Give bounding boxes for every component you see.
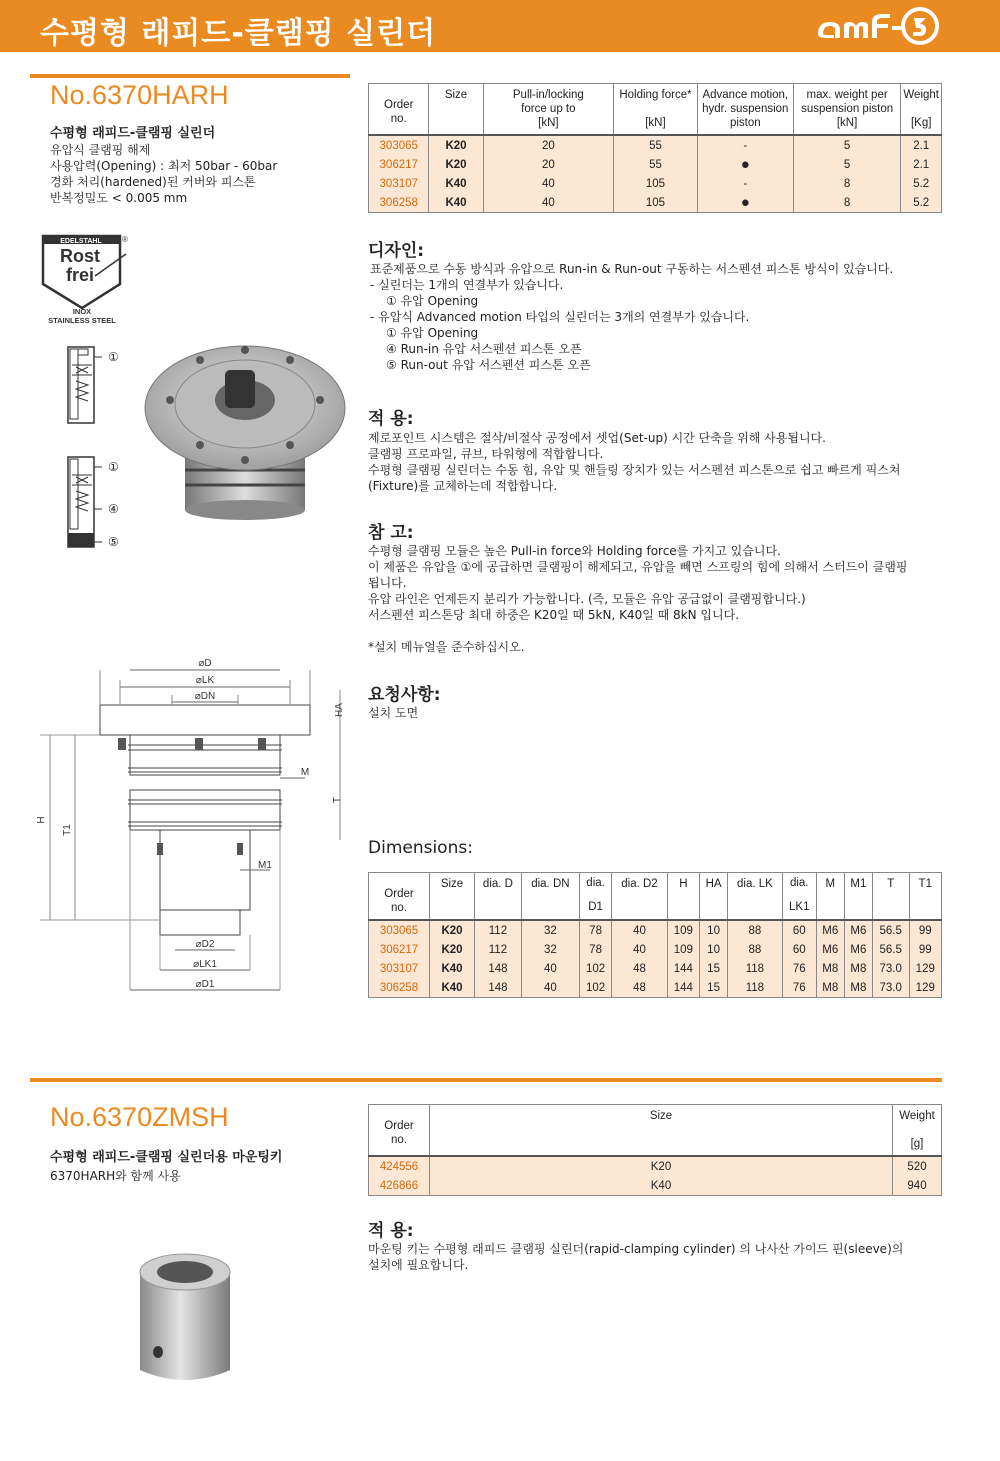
- hydraulic-schematic-triple: [66, 455, 126, 550]
- col-header: Weight [g]: [893, 1105, 942, 1157]
- table-row: 303107 K40 148 40 102 48 144 15 118 76 M8 M8 73.0 129: [369, 959, 942, 978]
- col-header: HA: [700, 873, 728, 921]
- feature-item: 유압식 클램핑 해제: [50, 143, 151, 157]
- svg-text:④: ④: [108, 502, 119, 516]
- col-header: Holding force* [kN]: [614, 84, 698, 136]
- col-header: Order no.: [369, 1105, 430, 1157]
- section-rule: [30, 1078, 942, 1082]
- svg-text:Rost: Rost: [60, 246, 100, 266]
- advance-motion-dot: ●: [697, 193, 793, 213]
- hydraulic-schematic-single: [66, 345, 126, 425]
- col-header: dia. DN: [521, 873, 579, 921]
- order-table: [368, 83, 942, 213]
- svg-text:①: ①: [108, 350, 119, 364]
- col-header: Order no.: [369, 84, 429, 136]
- col-header: M1: [844, 873, 872, 921]
- design-text: 표준제품으로 수동 방식과 유압으로 Run-in & Run-out 구동하는 서스펜션 피스톤 방식이 있습니다. - 실린더는 1개의 연결부가 있습니다. ① 유압 Opening - 유압식 Advanced motion 타입의 실린더는 3개의 연결부가 있습니다. ① 유압 Opening ④ Run-in 유압 서스펜션 피스톤 오픈 ⑤ Run-out 유압 서스펜션 피스톤 오픈: [370, 262, 894, 372]
- col-header: T: [872, 873, 909, 921]
- table-row: 424556 K20 520: [369, 1156, 942, 1176]
- table-row: 306217 K20 20 55 ● 5 2.1: [369, 155, 942, 174]
- page-title: 수평형 래피드-클램핑 실린더: [40, 16, 437, 51]
- svg-text:⌀D: ⌀D: [198, 658, 212, 669]
- rostfrei-logo: [40, 232, 130, 326]
- svg-text:T1: T1: [62, 824, 73, 836]
- col-header: H: [667, 873, 699, 921]
- col-header: Advance motion, hydr. suspension piston: [697, 84, 793, 136]
- svg-text:⌀LK1: ⌀LK1: [193, 959, 217, 970]
- col-header: Size: [430, 1105, 893, 1157]
- table-row: 306217 K20 112 32 78 40 109 10 88 60 M6 M6 56.5 99: [369, 940, 942, 959]
- svg-text:⌀DN: ⌀DN: [194, 691, 216, 702]
- application-heading: 적 용:: [368, 409, 414, 429]
- table-row: 303065 K20 20 55 - 5 2.1: [369, 135, 942, 155]
- col-header: dia. D2: [612, 873, 667, 921]
- col-header: Size: [430, 873, 475, 921]
- notes-text: 수평형 클램핑 모듈은 높은 Pull-in force와 Holding force를 가지고 있습니다. 이 제품은 유압을 ①에 공급하면 클램핑이 해제되고, 유압을 빼면 스프링의 힘에 의해서 스터드이 클램핑 됩니다. 유압 라인은 언제든지 분리가 가능합니다. (즉, 모듈은 유압 공급없이 클램핑합니다.) 서스펜션 피스톤당 최대 하중은 K20일 때 5kN, K40일 때 8kN 입니다. *설치 메뉴얼을 준수하십시오.: [368, 544, 908, 654]
- technical-drawing: [30, 650, 360, 1010]
- table-row: 306258 K40 40 105 ● 8 5.2: [369, 193, 942, 213]
- col-header: dia. D1: [579, 873, 611, 921]
- svg-text:⌀LK: ⌀LK: [195, 675, 215, 686]
- application-text: 마운팅 키는 수평형 래피드 클램핑 실린더(rapid-clamping cylinder) 의 나사산 가이드 핀(sleeve)의 설치에 필요합니다.: [368, 1242, 904, 1272]
- feature-item: 반복정밀도 < 0.005 mm: [50, 191, 188, 205]
- svg-text:⌀D1: ⌀D1: [195, 979, 215, 990]
- table-row: 303065 K20 112 32 78 40 109 10 88 60 M6 M6 56.5 99: [369, 920, 942, 940]
- svg-text:H: H: [36, 816, 47, 824]
- feature-item: 경화 처리(hardened)된 커버와 피스톤: [50, 175, 256, 189]
- svg-text:®: ®: [122, 235, 128, 244]
- col-header: dia. LK: [728, 873, 783, 921]
- product-note: 6370HARH와 함께 사용: [50, 1169, 181, 1183]
- cylinder-product-image: [140, 340, 350, 530]
- svg-text:T: T: [332, 796, 343, 804]
- svg-text:⑤: ⑤: [108, 535, 119, 549]
- svg-text:INOX: INOX: [72, 307, 92, 316]
- product-subtitle: 수평형 래피드-클램핑 실린더용 마운팅키: [50, 1150, 283, 1165]
- col-header: Order no.: [369, 873, 430, 921]
- svg-text:M1: M1: [258, 860, 272, 871]
- col-header: Size: [429, 84, 483, 136]
- col-header: dia. D: [475, 873, 522, 921]
- col-header: dia. LK1: [782, 873, 816, 921]
- svg-text:①: ①: [108, 460, 119, 474]
- svg-text:⌀D2: ⌀D2: [195, 939, 215, 950]
- svg-text:M: M: [300, 767, 310, 778]
- notes-heading: 참 고:: [368, 523, 414, 543]
- col-header: max. weight per suspension piston [kN]: [793, 84, 901, 136]
- application-heading: 적 용:: [368, 1221, 414, 1241]
- table-row: 306258 K40 148 40 102 48 144 15 118 76 M8 M8 73.0 129: [369, 978, 942, 998]
- col-header: Weight [Kg]: [901, 84, 942, 136]
- design-heading: 디자인:: [368, 241, 425, 261]
- svg-text:HA: HA: [334, 703, 345, 717]
- section-rule: [30, 74, 350, 78]
- svg-text:EDELSTAHL: EDELSTAHL: [60, 238, 102, 245]
- svg-text:frei: frei: [65, 265, 95, 285]
- model-number: No.6370HARH: [50, 80, 229, 110]
- dimensions-table: [368, 872, 942, 998]
- dimensions-heading: Dimensions:: [368, 838, 473, 858]
- amf-logo: [800, 4, 950, 48]
- order-table-2: [368, 1104, 942, 1196]
- table-row: 303107 K40 40 105 - 8 5.2: [369, 174, 942, 193]
- request-heading: 요청사항:: [368, 685, 441, 705]
- request-text: 설치 도면: [368, 706, 419, 720]
- product-subtitle: 수평형 래피드-클램핑 실린더: [50, 126, 216, 141]
- model-number: No.6370ZMSH: [50, 1102, 229, 1132]
- mounting-key-image: [130, 1240, 250, 1390]
- svg-text:STAINLESS STEEL: STAINLESS STEEL: [48, 316, 116, 325]
- advance-motion-dot: ●: [697, 155, 793, 174]
- col-header: Pull-in/locking force up to [kN]: [483, 84, 614, 136]
- application-text: 제로포인트 시스템은 절삭/비절삭 공정에서 셋업(Set-up) 시간 단축을 위해 사용됩니다. 클램핑 프로파일, 큐브, 타워형에 적합합니다. 수평형 클램핑 실린더는 수동 힘, 유압 및 핸들링 장치가 있는 서스펜션 피스톤으로 쉽고 빠르게 픽스쳐 (Fixture)를 교체하는데 적합합니다.: [368, 431, 901, 493]
- col-header: M: [816, 873, 844, 921]
- feature-item: 사용압력(Opening) : 최저 50bar - 60bar: [50, 159, 278, 173]
- feature-list: [50, 142, 340, 206]
- table-row: 426866 K40 940: [369, 1176, 942, 1196]
- col-header: T1: [909, 873, 941, 921]
